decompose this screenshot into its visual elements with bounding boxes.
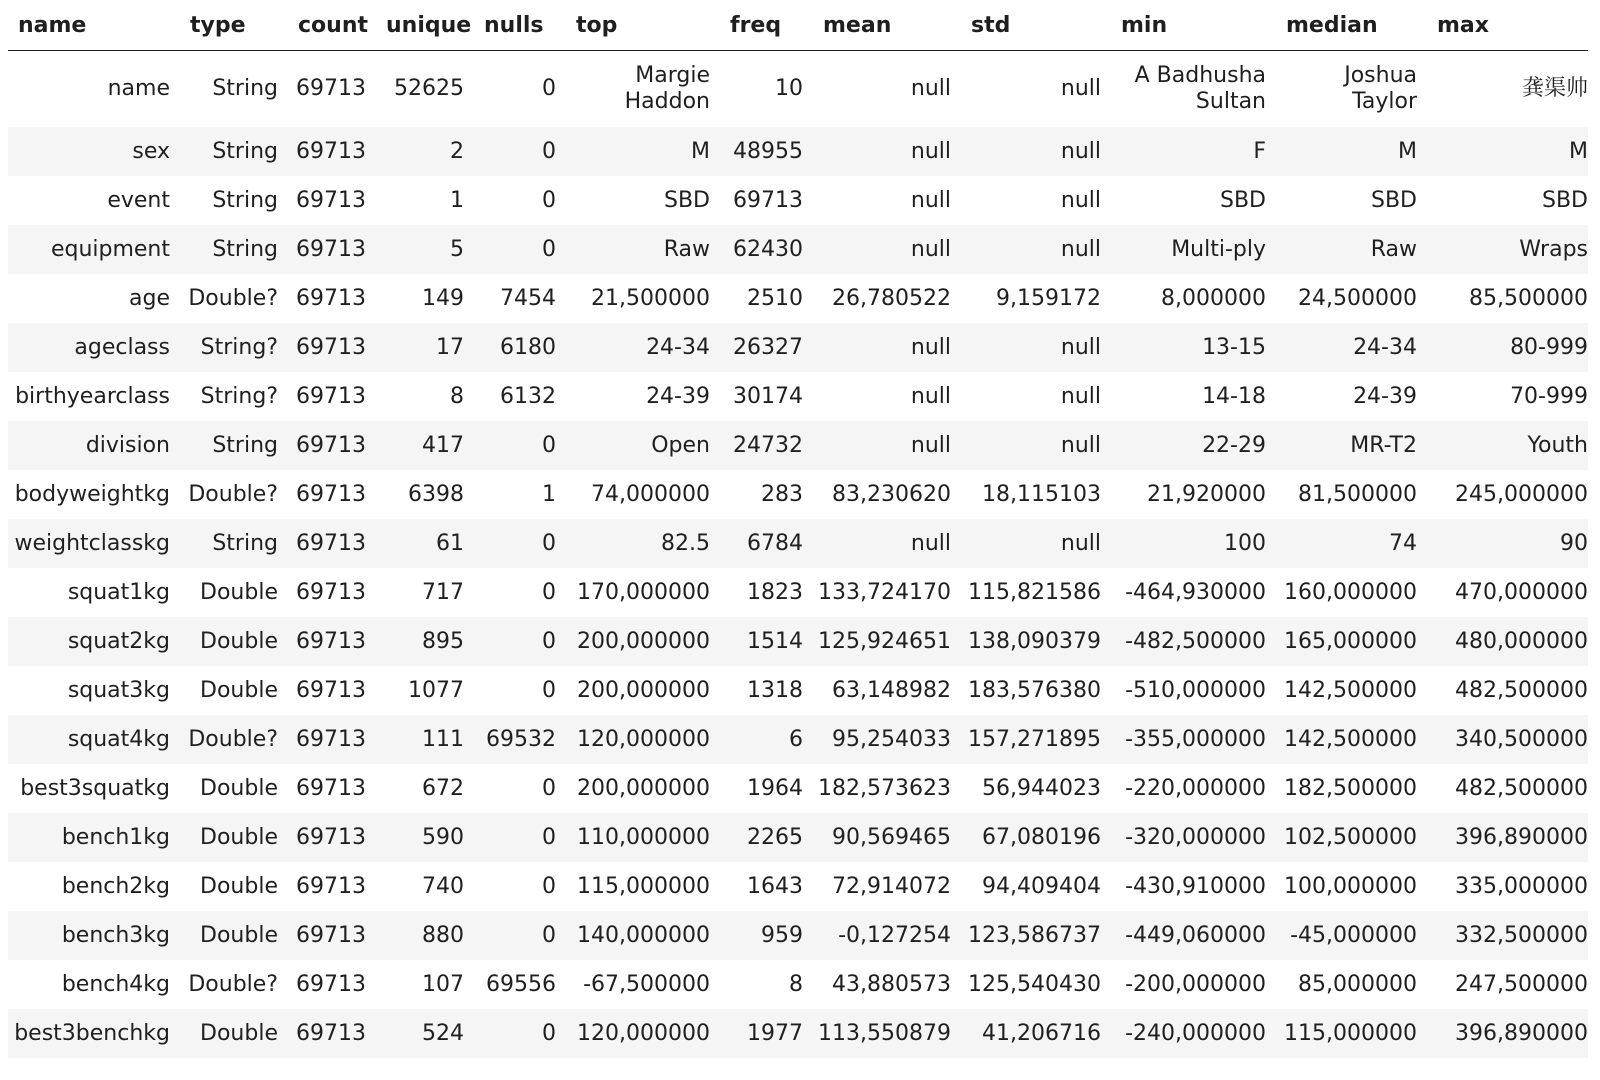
table-cell: 24-34 — [566, 323, 720, 372]
table-cell: null — [813, 225, 961, 274]
column-header[interactable]: std — [961, 0, 1111, 51]
table-cell: -240,000000 — [1111, 1009, 1276, 1058]
table-cell: squat2kg — [8, 617, 180, 666]
table-cell: String — [212, 76, 278, 101]
table-cell: 123,586737 — [961, 911, 1111, 960]
table-cell: 113,550879 — [813, 1009, 961, 1058]
table-cell: 183,576380 — [968, 678, 1101, 703]
table-cell: null — [813, 519, 961, 568]
table-cell: 332,500000 — [1427, 911, 1588, 960]
table-body — [8, 51, 1588, 1059]
table-cell: 100 — [1111, 519, 1276, 568]
column-header[interactable]: freq — [720, 0, 813, 51]
table-cell: 245,000000 — [1455, 482, 1588, 507]
table-cell: Youth — [1427, 421, 1588, 470]
table-cell: Double — [200, 580, 278, 605]
table-row — [8, 519, 1588, 568]
table-cell: String — [180, 519, 288, 568]
table-cell: 0 — [474, 421, 566, 470]
table-cell: 1823 — [747, 580, 803, 605]
table-cell: -200,000000 — [1125, 972, 1266, 997]
table-cell: 63,148982 — [832, 678, 951, 703]
table-cell: null — [813, 421, 961, 470]
table-cell: 69713 — [288, 813, 376, 862]
table-cell: bench3kg — [8, 911, 180, 960]
table-cell: 48955 — [720, 127, 813, 176]
table-cell: 43,880573 — [832, 972, 951, 997]
table-cell: 340,500000 — [1427, 715, 1588, 764]
table-cell: M — [1276, 127, 1427, 176]
column-header[interactable]: max — [1427, 0, 1588, 51]
table-cell: Double — [180, 617, 288, 666]
table-cell: 0 — [542, 188, 556, 213]
table-cell: 165,000000 — [1276, 617, 1427, 666]
table-cell: SBD — [664, 188, 710, 213]
table-cell: -482,500000 — [1111, 617, 1276, 666]
table-cell: 140,000000 — [566, 911, 720, 960]
table-cell: null — [961, 323, 1111, 372]
table-cell: 120,000000 — [566, 715, 720, 764]
table-cell: 61 — [376, 519, 474, 568]
table-cell: null — [910, 384, 951, 409]
table-cell: 69713 — [296, 188, 366, 213]
table-cell: -67,500000 — [583, 972, 710, 997]
table-cell: 69713 — [288, 1009, 376, 1058]
table-cell: 72,914072 — [832, 874, 951, 899]
table-cell: 69713 — [296, 384, 366, 409]
summary-table — [8, 0, 1588, 1058]
table-cell: 2265 — [720, 813, 813, 862]
table-cell: 69556 — [486, 972, 556, 997]
table-cell: 90 — [1427, 519, 1588, 568]
table-cell: Joshua Taylor — [1344, 63, 1417, 114]
table-cell: 6784 — [720, 519, 813, 568]
table-row — [8, 274, 1588, 323]
table-cell: -220,000000 — [1125, 776, 1266, 801]
table-row — [8, 862, 1588, 911]
table-cell: 69713 — [288, 519, 376, 568]
table-cell: 69713 — [288, 127, 376, 176]
table-cell: 41,206716 — [961, 1009, 1111, 1058]
table-cell: 69713 — [288, 715, 376, 764]
table-cell: 24,500000 — [1298, 286, 1417, 311]
table-cell: 100,000000 — [1284, 874, 1417, 899]
table-cell: F — [1111, 127, 1276, 176]
table-cell: Double — [200, 874, 278, 899]
table-cell: 2510 — [747, 286, 803, 311]
table-cell: 67,080196 — [961, 813, 1111, 862]
table-cell: 69713 — [296, 776, 366, 801]
table-cell: 85,000000 — [1298, 972, 1417, 997]
table-cell: Raw — [566, 225, 720, 274]
column-header[interactable]: name — [8, 0, 180, 51]
table-cell: 90,569465 — [813, 813, 961, 862]
table-cell: division — [8, 421, 180, 470]
table-cell: 69713 — [288, 617, 376, 666]
table-cell: squat3kg — [67, 678, 170, 703]
table-cell: 524 — [376, 1009, 474, 1058]
table-cell: 18,115103 — [982, 482, 1101, 507]
table-cell: 672 — [422, 776, 464, 801]
table-cell: 2 — [376, 127, 474, 176]
table-cell: Open — [566, 421, 720, 470]
table-cell: -355,000000 — [1111, 715, 1276, 764]
table-cell: null — [910, 188, 951, 213]
table-cell: 13-15 — [1111, 323, 1276, 372]
table-cell: Double? — [180, 715, 288, 764]
table-cell: 69713 — [733, 188, 803, 213]
table-cell: 182,500000 — [1284, 776, 1417, 801]
table-cell: -45,000000 — [1276, 911, 1427, 960]
table-cell: 120,000000 — [566, 1009, 720, 1058]
table-cell: Double? — [188, 286, 278, 311]
table-cell: 115,821586 — [968, 580, 1101, 605]
table-cell: Double? — [188, 972, 278, 997]
table-cell: 160,000000 — [1284, 580, 1417, 605]
table-cell: 82.5 — [566, 519, 720, 568]
table-cell: 0 — [474, 617, 566, 666]
table-cell: Multi-ply — [1111, 225, 1276, 274]
table-cell: 740 — [422, 874, 464, 899]
table-cell: 0 — [542, 874, 556, 899]
table-cell: 1643 — [747, 874, 803, 899]
table-cell: 396,890000 — [1427, 1009, 1588, 1058]
table-cell: 959 — [720, 911, 813, 960]
table-cell: Wraps — [1427, 225, 1588, 274]
table-cell: -320,000000 — [1111, 813, 1276, 862]
table-cell: Margie Haddon — [624, 63, 710, 114]
table-cell: 1 — [542, 482, 556, 507]
table-row — [8, 225, 1588, 274]
table-cell: 81,500000 — [1298, 482, 1417, 507]
table-cell: Double — [180, 813, 288, 862]
table-cell: 200,000000 — [577, 776, 710, 801]
table-cell: -510,000000 — [1125, 678, 1266, 703]
table-row — [8, 127, 1588, 176]
table-cell: 200,000000 — [566, 617, 720, 666]
table-cell: 94,409404 — [982, 874, 1101, 899]
table-cell: null — [1060, 76, 1101, 101]
table-cell: SBD — [1220, 188, 1266, 213]
table-row — [8, 323, 1588, 372]
table-cell: event — [107, 188, 170, 213]
table-cell: 115,000000 — [1276, 1009, 1427, 1058]
table-cell: 83,230620 — [832, 482, 951, 507]
table-cell: null — [1060, 188, 1101, 213]
table-cell: 24-39 — [646, 384, 710, 409]
table-cell: 170,000000 — [577, 580, 710, 605]
table-cell: equipment — [8, 225, 180, 274]
table-cell: 182,573623 — [818, 776, 951, 801]
table-cell: -449,060000 — [1111, 911, 1276, 960]
table-cell: 717 — [422, 580, 464, 605]
table-cell: 24-34 — [1276, 323, 1427, 372]
table-cell: 125,540430 — [968, 972, 1101, 997]
table-cell: 24732 — [720, 421, 813, 470]
table-cell: 335,000000 — [1455, 874, 1588, 899]
table-cell: squat1kg — [67, 580, 170, 605]
table-cell: weightclasskg — [8, 519, 180, 568]
table-row — [8, 51, 1588, 128]
table-cell: 125,924651 — [813, 617, 961, 666]
table-cell: 26327 — [720, 323, 813, 372]
table-cell: name — [107, 76, 170, 101]
table-cell: 85,500000 — [1469, 286, 1588, 311]
table-cell: 69713 — [288, 421, 376, 470]
table-cell: bench4kg — [61, 972, 170, 997]
table-cell: 1964 — [747, 776, 803, 801]
table-cell: bench1kg — [8, 813, 180, 862]
table-cell: 52625 — [394, 76, 464, 101]
table-cell: M — [566, 127, 720, 176]
table-cell: String — [212, 188, 278, 213]
table-cell: String? — [200, 384, 278, 409]
table-cell: 8,000000 — [1161, 286, 1266, 311]
table-cell: 62430 — [720, 225, 813, 274]
table-cell: 龚渠帅 — [1521, 76, 1588, 101]
table-cell: M — [1427, 127, 1588, 176]
table-cell: Double — [180, 911, 288, 960]
table-cell: 0 — [474, 1009, 566, 1058]
column-header[interactable]: nulls — [474, 0, 566, 51]
table-cell: 69713 — [296, 482, 366, 507]
table-cell: 149 — [422, 286, 464, 311]
table-cell: 0 — [542, 776, 556, 801]
table-cell: 138,090379 — [961, 617, 1111, 666]
table-cell: -0,127254 — [813, 911, 961, 960]
table-cell: 56,944023 — [982, 776, 1101, 801]
table-row — [8, 911, 1588, 960]
table-cell: 0 — [542, 580, 556, 605]
table-cell: 74,000000 — [591, 482, 710, 507]
table-cell: Double — [180, 1009, 288, 1058]
table-cell: bench2kg — [61, 874, 170, 899]
table-cell: 480,000000 — [1427, 617, 1588, 666]
table-cell: 102,500000 — [1276, 813, 1427, 862]
table-cell: 142,500000 — [1276, 715, 1427, 764]
table-row — [8, 617, 1588, 666]
table-cell: 1514 — [720, 617, 813, 666]
table-cell: A Badhusha Sultan — [1134, 63, 1266, 114]
table-row — [8, 568, 1588, 617]
table-cell: 417 — [376, 421, 474, 470]
table-cell: 0 — [542, 76, 556, 101]
table-cell: best3squatkg — [20, 776, 170, 801]
table-cell: 69713 — [296, 874, 366, 899]
table-cell: 0 — [474, 911, 566, 960]
table-row — [8, 764, 1588, 813]
table-cell: 157,271895 — [961, 715, 1111, 764]
column-header[interactable]: type — [180, 0, 288, 51]
table-cell: Double? — [188, 482, 278, 507]
table-row — [8, 1009, 1588, 1058]
table-cell: 1977 — [720, 1009, 813, 1058]
table-cell: Double — [200, 678, 278, 703]
table-cell: 283 — [761, 482, 803, 507]
table-cell: 1 — [450, 188, 464, 213]
table-cell: 95,254033 — [813, 715, 961, 764]
table-cell: 70-999 — [1510, 384, 1588, 409]
table-cell: MR-T2 — [1276, 421, 1427, 470]
table-cell: 69713 — [296, 972, 366, 997]
table-cell: -430,910000 — [1125, 874, 1266, 899]
table-cell: null — [961, 421, 1111, 470]
table-cell: 9,159172 — [996, 286, 1101, 311]
table-cell: 470,000000 — [1455, 580, 1588, 605]
table-cell: 7454 — [500, 286, 556, 311]
table-cell: -464,930000 — [1125, 580, 1266, 605]
table-cell: 8 — [789, 972, 803, 997]
table-cell: best3benchkg — [8, 1009, 180, 1058]
table-cell: 8 — [450, 384, 464, 409]
table-cell: 200,000000 — [577, 678, 710, 703]
table-cell: 30174 — [733, 384, 803, 409]
table-cell: 110,000000 — [566, 813, 720, 862]
table-cell: null — [961, 225, 1111, 274]
table-cell: 0 — [474, 127, 566, 176]
table-cell: 69713 — [288, 225, 376, 274]
table-cell: Raw — [1276, 225, 1427, 274]
table-cell: null — [813, 127, 961, 176]
table-row — [8, 176, 1588, 225]
table-cell: 21,500000 — [591, 286, 710, 311]
table-cell: 74 — [1276, 519, 1427, 568]
column-header[interactable]: mean — [813, 0, 961, 51]
table-cell: 26,780522 — [832, 286, 951, 311]
table-cell: null — [813, 323, 961, 372]
table-row — [8, 372, 1588, 421]
table-cell: 0 — [474, 519, 566, 568]
table-cell: sex — [8, 127, 180, 176]
table-cell: ageclass — [8, 323, 180, 372]
table-row — [8, 813, 1588, 862]
table-cell: 5 — [376, 225, 474, 274]
table-cell: 1318 — [747, 678, 803, 703]
table-cell: 6 — [720, 715, 813, 764]
table-cell: String — [180, 225, 288, 274]
table-cell: 247,500000 — [1455, 972, 1588, 997]
table-cell: String — [180, 127, 288, 176]
column-header[interactable]: count — [288, 0, 376, 51]
table-cell: 10 — [775, 76, 803, 101]
table-cell: String — [180, 421, 288, 470]
column-header[interactable]: median — [1276, 0, 1427, 51]
table-cell: 1077 — [408, 678, 464, 703]
table-cell: 6132 — [500, 384, 556, 409]
table-cell: null — [1060, 384, 1101, 409]
table-cell: 142,500000 — [1284, 678, 1417, 703]
table-cell: 22-29 — [1111, 421, 1276, 470]
table-cell: 69713 — [296, 76, 366, 101]
table-cell: 14-18 — [1202, 384, 1266, 409]
table-cell: null — [961, 127, 1111, 176]
table-cell: 69713 — [296, 580, 366, 605]
table-row — [8, 666, 1588, 715]
table-cell: 80-999 — [1427, 323, 1588, 372]
table-cell: 6398 — [408, 482, 464, 507]
table-cell: bodyweightkg — [14, 482, 170, 507]
table-cell: 17 — [376, 323, 474, 372]
table-cell: SBD — [1371, 188, 1417, 213]
table-cell: 482,500000 — [1455, 776, 1588, 801]
table-cell: 880 — [376, 911, 474, 960]
table-cell: 69713 — [288, 911, 376, 960]
table-cell: 69713 — [296, 286, 366, 311]
table-cell: 0 — [474, 813, 566, 862]
table-cell: 895 — [376, 617, 474, 666]
column-header[interactable]: min — [1111, 0, 1276, 51]
table-cell: null — [961, 519, 1111, 568]
table-cell: 107 — [422, 972, 464, 997]
table-cell: 111 — [376, 715, 474, 764]
column-header[interactable]: top — [566, 0, 720, 51]
table-cell: squat4kg — [8, 715, 180, 764]
table-cell: SBD — [1542, 188, 1588, 213]
table-cell: 133,724170 — [818, 580, 951, 605]
table-row — [8, 715, 1588, 764]
column-header[interactable]: unique — [376, 0, 474, 51]
table-cell: 6180 — [474, 323, 566, 372]
table-cell: birthyearclass — [15, 384, 170, 409]
table-cell: 396,890000 — [1427, 813, 1588, 862]
table-cell: age — [129, 286, 170, 311]
table-cell: 24-39 — [1353, 384, 1417, 409]
table-row — [8, 960, 1588, 1009]
table-cell: Double — [200, 776, 278, 801]
table-cell: 21,920000 — [1147, 482, 1266, 507]
table-cell: 590 — [376, 813, 474, 862]
table-cell: 482,500000 — [1455, 678, 1588, 703]
table-cell: 115,000000 — [577, 874, 710, 899]
table-cell: 69532 — [474, 715, 566, 764]
table-row — [8, 470, 1588, 519]
table-cell: String? — [180, 323, 288, 372]
table-cell: 69713 — [288, 323, 376, 372]
table-row — [8, 421, 1588, 470]
table-cell: 0 — [542, 678, 556, 703]
table-cell: 69713 — [296, 678, 366, 703]
table-cell: 0 — [474, 225, 566, 274]
table-cell: null — [910, 76, 951, 101]
header-row — [8, 0, 1588, 51]
